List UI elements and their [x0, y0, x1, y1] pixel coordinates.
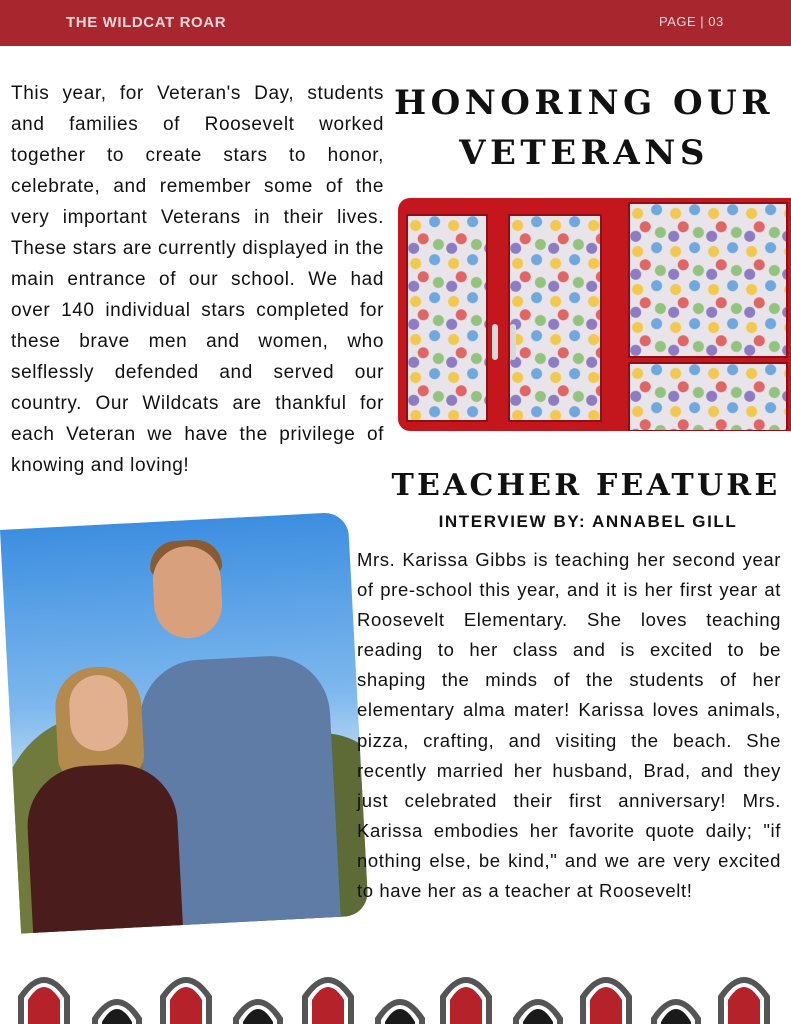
photo-woman-face: [68, 674, 130, 753]
red-crayon-icon: [718, 977, 770, 1024]
photo-woman-dress: [25, 761, 185, 933]
cabinet-handle: [492, 324, 498, 360]
black-crayon-icon: [92, 999, 142, 1024]
veterans-article-text: This year, for Veteran's Day, students and families of Roosevelt worked together to create stars to honor, celebrate, and remember some of the very important Veterans in their lives. These stars are currently displayed in the main entrance of our school. We had over 140 individual stars completed for these brave men and women, who selflessly defended and served our country. Our Wildcats are thankful for each Veteran we have the privilege of knowing and loving!: [11, 83, 384, 476]
black-crayon-icon: [513, 999, 563, 1024]
veterans-headline-line2: VETERANS: [459, 133, 709, 173]
interview-byline: INTERVIEW BY: ANNABEL GILL: [438, 512, 738, 531]
veterans-headline-line1: HONORING OUR: [393, 83, 775, 123]
red-crayon-icon: [580, 977, 632, 1024]
black-crayon-icon: [233, 999, 283, 1024]
cabinet-glass-pane: [406, 214, 488, 422]
teacher-feature-headline: TEACHER FEATURE: [391, 468, 781, 503]
red-crayon-icon: [440, 977, 492, 1024]
teacher-feature-text: Mrs. Karissa Gibbs is teaching her second year of pre-school this year, and it is her first year at Roosevelt Elementary. She loves teaching reading to her class and is excited to be shaping the minds of the students of her elementary alma mater! Karissa loves animals, pizza, crafting, and visiting the beach. She recently married her husband, Brad, and they just celebrated their first anniversary! Mrs. Karissa embodies her favorite quote daily; "if nothing else, be kind," and we are very excited to have her as a teacher at Roosevelt!: [357, 549, 781, 902]
page-number: PAGE | 03: [659, 14, 724, 29]
black-crayon-icon: [375, 999, 425, 1024]
cabinet-glass-pane: [508, 214, 602, 422]
cabinet-handle: [510, 324, 516, 360]
veterans-stars-photo: [398, 198, 791, 431]
red-crayon-icon: [302, 977, 354, 1024]
red-crayon-icon: [18, 977, 70, 1024]
header-bar: [0, 0, 791, 46]
crayon-border: [0, 962, 791, 1024]
teacher-couple-photo: [0, 512, 369, 934]
veterans-headline: [392, 78, 776, 178]
red-crayon-icon: [160, 977, 212, 1024]
photo-man-face: [151, 545, 224, 640]
cabinet-glass-pane: [628, 362, 788, 431]
black-crayon-icon: [651, 999, 701, 1024]
cabinet-glass-pane: [628, 202, 788, 358]
newsletter-name: THE WILDCAT ROAR: [66, 14, 227, 31]
